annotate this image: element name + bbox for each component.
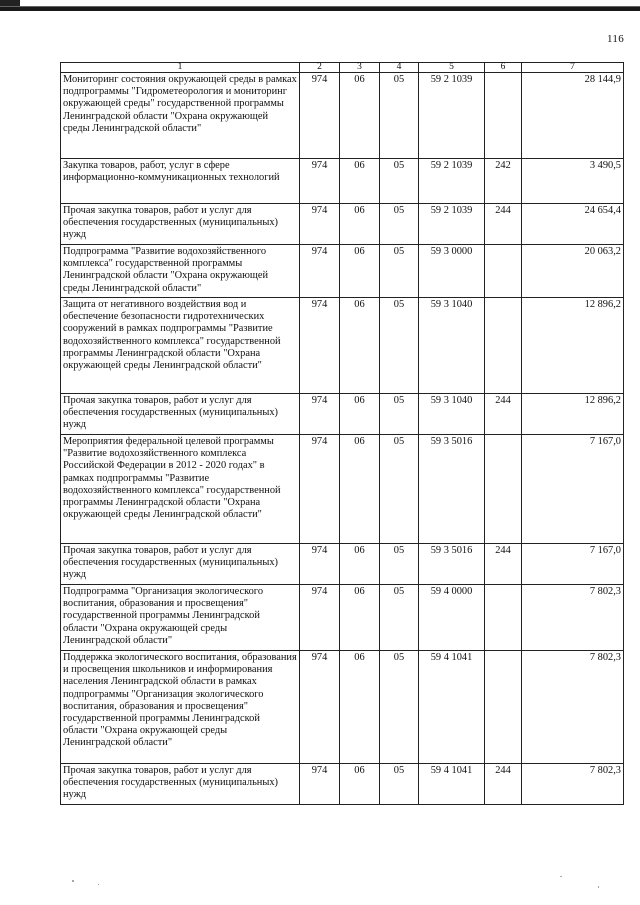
budget-table <box>60 62 624 805</box>
expense-type-code: 244 <box>485 204 522 245</box>
target-article-code: 59 3 5016 <box>419 435 485 544</box>
scan-speck <box>560 876 562 877</box>
subsection-code: 05 <box>380 394 419 435</box>
table-row <box>61 435 624 544</box>
column-header: 5 <box>419 63 485 73</box>
target-article-code: 59 3 1040 <box>419 298 485 394</box>
table-row <box>61 394 624 435</box>
subsection-code: 05 <box>380 159 419 204</box>
amount: 3 490,5 <box>522 159 624 204</box>
target-article-code: 59 4 1041 <box>419 764 485 805</box>
section-code: 06 <box>340 73 380 159</box>
table-row <box>61 544 624 585</box>
scan-speck <box>598 886 599 888</box>
table-row <box>61 159 624 204</box>
admin-code: 974 <box>300 159 340 204</box>
target-article-code: 59 3 1040 <box>419 394 485 435</box>
section-code: 06 <box>340 245 380 298</box>
admin-code: 974 <box>300 73 340 159</box>
table-row <box>61 245 624 298</box>
amount: 7 167,0 <box>522 435 624 544</box>
admin-code: 974 <box>300 298 340 394</box>
subsection-code: 05 <box>380 651 419 764</box>
admin-code: 974 <box>300 764 340 805</box>
table-row <box>61 651 624 764</box>
target-article-code: 59 2 1039 <box>419 159 485 204</box>
admin-code: 974 <box>300 544 340 585</box>
target-article-code: 59 2 1039 <box>419 204 485 245</box>
subsection-code: 05 <box>380 764 419 805</box>
row-description: Прочая закупка товаров, работ и услуг для обеспечения государственных (муниципальных) нужд <box>61 394 300 435</box>
expense-type-code: 242 <box>485 159 522 204</box>
target-article-code: 59 4 0000 <box>419 585 485 651</box>
section-code: 06 <box>340 204 380 245</box>
scan-edge-line <box>0 0 640 11</box>
row-description: Подпрограмма "Организация экологического воспитания, образования и просвещения" государственной программы Ленинградской области "Охрана окружающей среды Ленинградской области" <box>61 585 300 651</box>
row-description: Мероприятия федеральной целевой программы "Развитие водохозяйственного комплекса Российской Федерации в 2012 - 2020 годах" в рамках подпрограммы "Развитие водохозяйственного комплекса" государственной программы Ленинградской области "Охрана окружающей среды Ленинградской области" <box>61 435 300 544</box>
subsection-code: 05 <box>380 245 419 298</box>
scan-corner-mark <box>0 0 20 6</box>
expense-type-code <box>485 651 522 764</box>
expense-type-code: 244 <box>485 544 522 585</box>
row-description: Прочая закупка товаров, работ и услуг для обеспечения государственных (муниципальных) нужд <box>61 764 300 805</box>
column-header-row <box>61 63 624 73</box>
admin-code: 974 <box>300 585 340 651</box>
admin-code: 974 <box>300 204 340 245</box>
table-row <box>61 204 624 245</box>
table-row <box>61 73 624 159</box>
column-header: 1 <box>61 63 300 73</box>
row-description: Прочая закупка товаров, работ и услуг для обеспечения государственных (муниципальных) нужд <box>61 204 300 245</box>
amount: 20 063,2 <box>522 245 624 298</box>
column-header: 7 <box>522 63 624 73</box>
section-code: 06 <box>340 298 380 394</box>
target-article-code: 59 2 1039 <box>419 73 485 159</box>
subsection-code: 05 <box>380 298 419 394</box>
admin-code: 974 <box>300 394 340 435</box>
column-header: 4 <box>380 63 419 73</box>
expense-type-code <box>485 435 522 544</box>
page-number: 116 <box>607 33 624 45</box>
table-row <box>61 585 624 651</box>
admin-code: 974 <box>300 651 340 764</box>
admin-code: 974 <box>300 435 340 544</box>
expense-type-code: 244 <box>485 394 522 435</box>
amount: 7 802,3 <box>522 764 624 805</box>
row-description: Прочая закупка товаров, работ и услуг для обеспечения государственных (муниципальных) нужд <box>61 544 300 585</box>
expense-type-code <box>485 73 522 159</box>
row-description: Мониторинг состояния окружающей среды в рамках подпрограммы "Гидрометеорология и мониторинг окружающей среды" государственной программы Ленинградской области "Охрана окружающей среды Ленинградской области" <box>61 73 300 159</box>
row-description: Поддержка экологического воспитания, образования и просвещения школьников и информирования населения Ленинградской области в рамках подпрограммы "Организация экологического воспитания, образования и просвещения" государственной программы Ленинградской области "Охрана окружающей среды Ленинградской области" <box>61 651 300 764</box>
target-article-code: 59 3 0000 <box>419 245 485 298</box>
expense-type-code: 244 <box>485 764 522 805</box>
amount: 24 654,4 <box>522 204 624 245</box>
section-code: 06 <box>340 585 380 651</box>
amount: 7 167,0 <box>522 544 624 585</box>
admin-code: 974 <box>300 245 340 298</box>
scan-speck <box>98 884 99 885</box>
section-code: 06 <box>340 764 380 805</box>
subsection-code: 05 <box>380 435 419 544</box>
column-header: 3 <box>340 63 380 73</box>
section-code: 06 <box>340 651 380 764</box>
target-article-code: 59 4 1041 <box>419 651 485 764</box>
expense-type-code <box>485 245 522 298</box>
column-header: 6 <box>485 63 522 73</box>
row-description: Подпрограмма "Развитие водохозяйственного комплекса" государственной программы Ленинградской области "Охрана окружающей среды Ленинградской области" <box>61 245 300 298</box>
section-code: 06 <box>340 394 380 435</box>
amount: 12 896,2 <box>522 394 624 435</box>
amount: 12 896,2 <box>522 298 624 394</box>
subsection-code: 05 <box>380 73 419 159</box>
section-code: 06 <box>340 544 380 585</box>
subsection-code: 05 <box>380 204 419 245</box>
amount: 7 802,3 <box>522 585 624 651</box>
row-description: Защита от негативного воздействия вод и обеспечение безопасности гидротехнических сооружений в рамках подпрограммы "Развитие водохозяйственного комплекса" государственной программы Ленинградской области "Охрана окружающей среды Ленинградской области" <box>61 298 300 394</box>
subsection-code: 05 <box>380 544 419 585</box>
subsection-code: 05 <box>380 585 419 651</box>
column-header: 2 <box>300 63 340 73</box>
amount: 7 802,3 <box>522 651 624 764</box>
expense-type-code <box>485 298 522 394</box>
scan-speck <box>72 880 74 882</box>
amount: 28 144,9 <box>522 73 624 159</box>
expense-type-code <box>485 585 522 651</box>
target-article-code: 59 3 5016 <box>419 544 485 585</box>
table-row <box>61 298 624 394</box>
section-code: 06 <box>340 435 380 544</box>
section-code: 06 <box>340 159 380 204</box>
table-row <box>61 764 624 805</box>
row-description: Закупка товаров, работ, услуг в сфере информационно-коммуникационных технологий <box>61 159 300 204</box>
